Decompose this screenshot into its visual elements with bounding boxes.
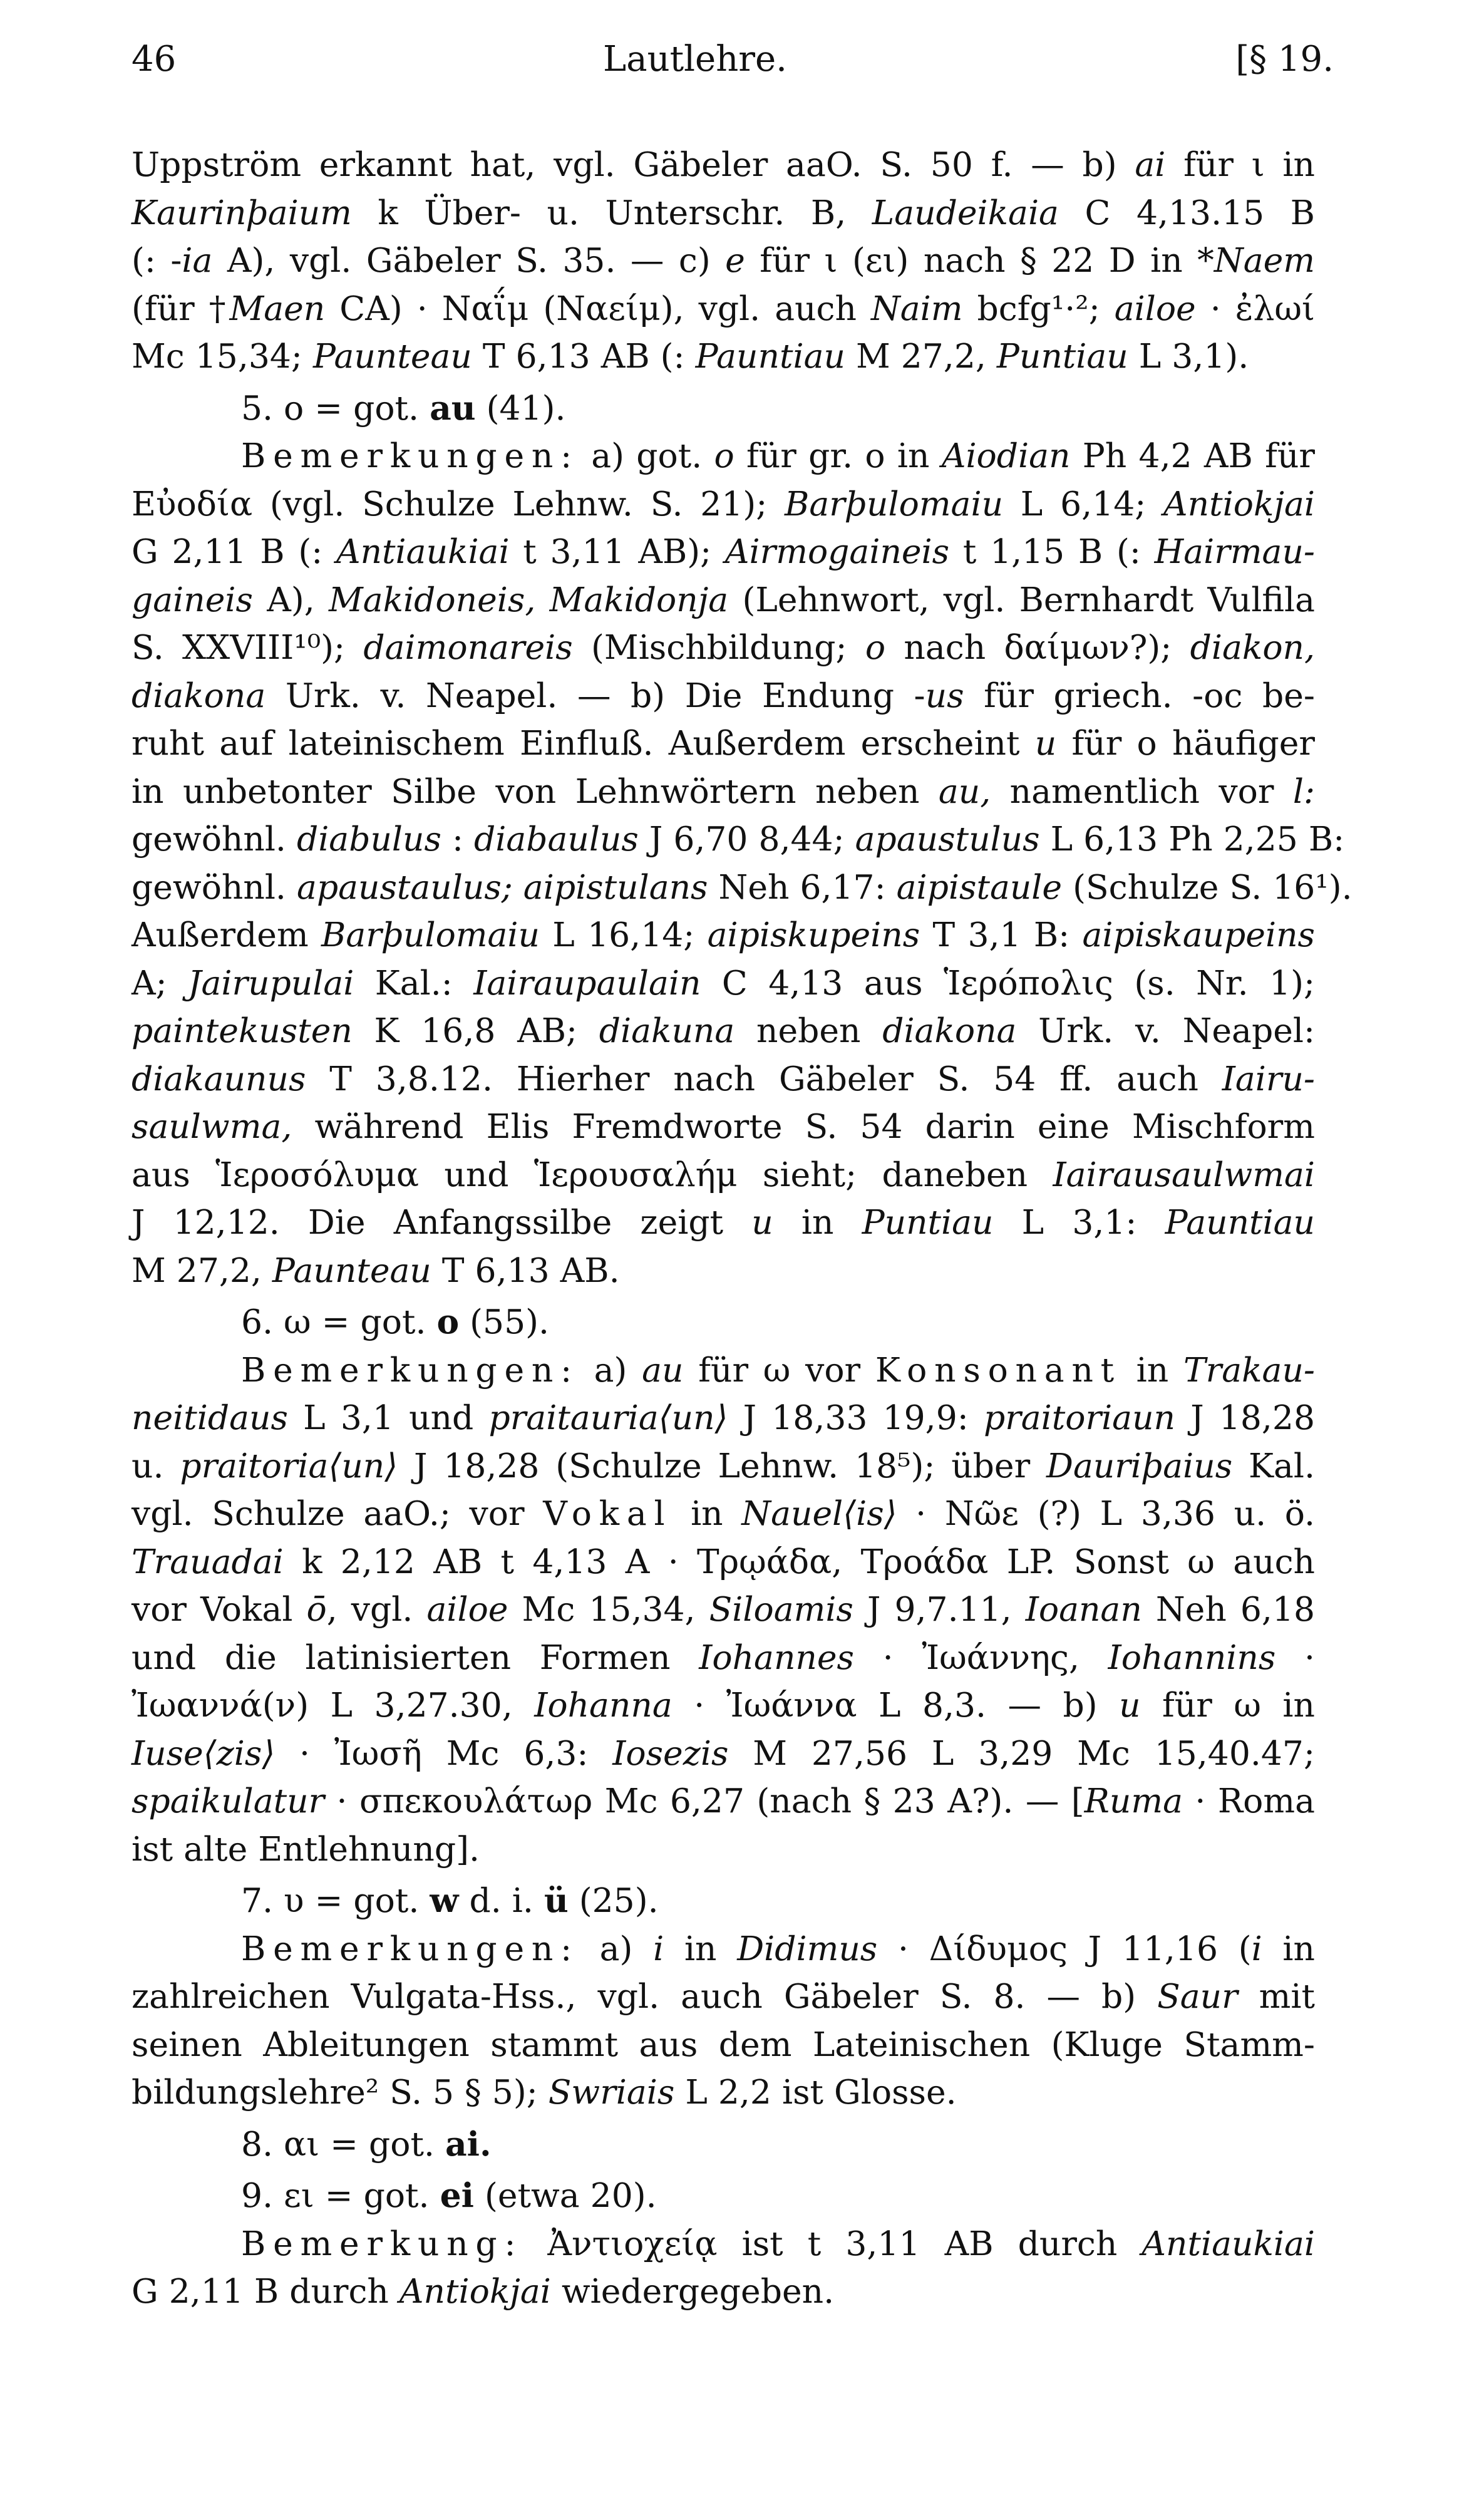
text-run: C 4,13.15 B — [1058, 192, 1315, 232]
text-run: J 12,12. Die Anfangssilbe zeigt — [131, 1202, 752, 1242]
text-run: für gr. ο in — [734, 436, 942, 475]
text-run: · Ἰωάννης, — [853, 1637, 1108, 1677]
text-run: während Elis Fremdworte S. 54 darin eine Mischform — [292, 1107, 1315, 1146]
italic-run: Barþulomaiu — [785, 483, 1004, 524]
text-run: Kal.: — [354, 963, 474, 1003]
text-run: L 3,1: — [993, 1202, 1165, 1242]
text-run: · ἐλωί — [1195, 288, 1315, 328]
text-run: J 9,7.11, — [853, 1589, 1026, 1629]
italic-run: i — [1251, 1928, 1262, 1968]
text-run: u. — [131, 1445, 180, 1485]
text-run: Uppström erkannt hat, vgl. Gäbeler aaO. S. 50 f. — b) — [131, 145, 1135, 184]
text-line — [131, 480, 1315, 529]
text-run: mit — [1237, 1976, 1315, 2016]
italic-run: aipiskaupeins — [1082, 915, 1315, 954]
text-run: · Ἰωάννα L 8,3. — b) — [672, 1685, 1120, 1725]
text-line — [131, 1730, 1315, 1778]
text-line — [131, 959, 1315, 1008]
text-run: aus Ἱεροσόλυμα und Ἱερουσαλήμ sieht; daneben — [131, 1154, 1053, 1194]
italic-run: au, — [938, 771, 991, 811]
text-line — [131, 1442, 1315, 1490]
text-run: a) — [579, 1350, 642, 1390]
text-run: T 3,1 B: — [920, 915, 1083, 954]
text-line — [131, 1973, 1315, 2021]
text-line — [131, 2220, 1315, 2268]
text-line — [131, 1199, 1315, 1247]
text-run: für ι in — [1165, 145, 1315, 184]
text-run: · σπεκουλάτωρ Mc 6,27 (nach § 23 A?). — [ — [324, 1781, 1085, 1821]
text-run: · Νῶε (?) L 3,36 u. ö. — [897, 1494, 1315, 1533]
text-run: in — [1262, 1928, 1315, 1968]
bold-run: ai. — [445, 2124, 492, 2164]
italic-run: Iuse⟨zis⟩ — [131, 1733, 276, 1773]
text-run: K 16,8 AB; — [352, 1011, 599, 1050]
italic-run: apaustulus — [855, 819, 1040, 859]
text-line — [131, 1103, 1315, 1151]
text-run: für ω vor — [683, 1350, 875, 1390]
text-line — [131, 911, 1315, 959]
text-line — [131, 1490, 1315, 1538]
italic-run: Saur — [1157, 1976, 1238, 2016]
text-run: (55). — [459, 1302, 550, 1341]
text-run: in — [672, 1494, 742, 1533]
bold-run: ü — [544, 1881, 569, 1920]
text-run: in unbetonter Silbe von Lehnwörtern neben — [131, 771, 939, 811]
text-run: k Über- u. Unterschr. B, — [351, 192, 872, 232]
text-run: S. XXVIII¹⁰); — [131, 628, 364, 667]
italic-run: diakaunus — [131, 1058, 306, 1098]
italic-run: Iohannes — [699, 1637, 854, 1677]
italic-run: Trakau- — [1183, 1350, 1315, 1390]
italic-run: Pauntiau — [695, 336, 845, 376]
text-run: · Δίδυμος J 11,16 ( — [877, 1928, 1252, 1968]
italic-run: Laudeikaia — [872, 192, 1059, 232]
italic-run: Hairmau- — [1154, 532, 1315, 571]
text-run: T 3,8.12. Hierher nach Gäbeler S. 54 ff. auch — [306, 1058, 1222, 1098]
italic-run: Dauriþaius — [1046, 1445, 1233, 1485]
text-line — [131, 1247, 1315, 1295]
text-run: · — [1275, 1637, 1315, 1677]
page-body-text — [131, 141, 1353, 2316]
italic-run: Ioanan — [1025, 1589, 1142, 1629]
text-run: A), — [252, 579, 329, 619]
text-run: gewöhnl. — [131, 867, 297, 907]
text-run: (etwa 20). — [473, 2176, 657, 2215]
italic-run: ai — [1135, 145, 1166, 184]
italic-run: Siloamis — [709, 1589, 853, 1629]
text-run: Urk. v. Neapel. — b) Die Endung - — [265, 675, 925, 715]
text-line — [131, 2172, 1315, 2220]
text-run: Ἀντιοχείᾳ ist t 3,11 AB durch — [523, 2223, 1142, 2263]
italic-run: gaineis — [131, 579, 253, 619]
italic-run: Naim — [870, 288, 963, 328]
text-run: t 3,11 AB); — [509, 532, 725, 571]
text-run: zahlreichen Vulgata-Hss., vgl. auch Gäbeler S. 8. — b) — [131, 1976, 1158, 2016]
italic-run: daimonareis — [363, 628, 573, 667]
italic-run: au — [642, 1350, 684, 1390]
text-run: J 6,70 8,44; — [638, 819, 855, 859]
text-line — [131, 1151, 1315, 1199]
italic-run: u — [1119, 1685, 1141, 1725]
text-run: CA) · Ναΐμ (Ναείμ), vgl. auch — [325, 288, 871, 328]
text-line — [131, 2268, 1315, 2316]
italic-run: Iohannins — [1108, 1637, 1276, 1677]
text-line — [131, 189, 1315, 237]
text-run: (Mischbildung; — [572, 628, 865, 667]
italic-run: neitidaus — [131, 1398, 288, 1437]
italic-run: Airmogaineis — [724, 532, 950, 571]
text-run: 9. ει = got. — [241, 2176, 440, 2215]
italic-run: Antiokjai — [1163, 483, 1315, 524]
text-run: (41). — [475, 388, 566, 428]
text-run: vgl. Schulze aaO.; vor — [131, 1494, 544, 1533]
italic-run: e — [725, 240, 745, 280]
italic-run: diabaulus — [473, 819, 639, 859]
italic-run: u — [1034, 723, 1057, 763]
italic-run: ō — [306, 1589, 327, 1629]
text-run: Ph 4,2 AB für — [1070, 436, 1315, 475]
italic-run: Barþulomaiu — [321, 915, 540, 954]
page-number: 46 — [131, 39, 177, 80]
text-line — [131, 1346, 1315, 1395]
italic-run: Iohanna — [534, 1685, 672, 1725]
italic-run: Trauadai — [131, 1541, 284, 1581]
text-line — [131, 1538, 1315, 1586]
italic-run: Pauntiau — [1165, 1202, 1315, 1242]
text-run: (: - — [131, 240, 182, 280]
text-run: (Schulze S. 16¹). — [1062, 867, 1353, 907]
text-run: L 16,14; — [540, 915, 708, 954]
text-line — [131, 720, 1315, 768]
text-run: G 2,11 B durch — [131, 2271, 399, 2311]
italic-run: Makidoneis, Makidonja — [328, 579, 729, 619]
text-run: und die latinisierten Formen — [131, 1637, 699, 1677]
text-line — [131, 2120, 1315, 2169]
text-run: L 6,14; — [1003, 483, 1164, 524]
text-run: , vgl. — [326, 1589, 427, 1629]
italic-run: Antiaukiai — [336, 532, 510, 571]
text-run: Außerdem — [131, 915, 321, 954]
italic-run: Paunteau — [312, 336, 472, 376]
italic-run: diakona — [131, 675, 266, 715]
text-run: Kal. — [1232, 1445, 1316, 1485]
text-run: für ι (ει) nach § 22 D in * — [745, 240, 1214, 280]
text-run: t 1,15 B (: — [949, 532, 1155, 571]
text-line — [131, 237, 1315, 285]
text-line — [131, 1877, 1315, 1925]
text-run: M 27,2, — [131, 1250, 272, 1290]
italic-run: Puntiau — [862, 1202, 994, 1242]
text-run: M 27,56 L 3,29 Mc 15,40.47; — [728, 1733, 1315, 1773]
italic-run: Naem — [1213, 240, 1315, 280]
text-run: bcfg¹·²; — [962, 288, 1115, 328]
italic-run: o — [865, 628, 886, 667]
text-run: nach δαίμων?); — [885, 628, 1190, 667]
text-line — [131, 528, 1315, 576]
text-run: L 3,1). — [1128, 336, 1249, 376]
spaced-heading: Konsonant — [875, 1350, 1121, 1390]
text-run: L 2,2 ist Glosse. — [674, 2072, 957, 2112]
text-run: J 18,28 (Schulze Lehnw. 18⁵); über — [398, 1445, 1047, 1485]
italic-run: Kaurinþaium — [131, 192, 352, 232]
text-run: in — [664, 1928, 738, 1968]
italic-run: Jairupulai — [188, 963, 354, 1003]
italic-run: paintekusten — [131, 1011, 353, 1050]
text-run: a) got. — [579, 436, 714, 475]
spaced-heading: Bemerkungen: — [241, 436, 579, 475]
text-run: ist alte Entlehnung]. — [131, 1829, 480, 1869]
spaced-heading: Vokal — [543, 1494, 672, 1533]
italic-run: Paunteau — [272, 1250, 431, 1290]
italic-run: u — [751, 1202, 773, 1242]
text-line — [131, 2069, 1315, 2117]
text-run: in — [773, 1202, 862, 1242]
italic-run: Swriais — [548, 2072, 675, 2112]
text-run: vor Vokal — [131, 1589, 307, 1629]
text-line — [131, 1007, 1315, 1055]
text-run: · Roma — [1183, 1781, 1315, 1821]
text-run: wiedergegeben. — [550, 2271, 835, 2311]
section-marker: [§ 19. — [1235, 39, 1334, 80]
text-run: für ο häufiger — [1056, 723, 1315, 763]
text-run: 8. αι = got. — [241, 2124, 445, 2164]
text-run: J 18,33 19,9: — [728, 1398, 984, 1437]
italic-run: aipistaule — [896, 867, 1063, 907]
text-run: Mc 15,34, — [508, 1589, 709, 1629]
text-run: in — [1121, 1350, 1183, 1390]
italic-run: praitoriaun — [983, 1398, 1175, 1437]
italic-run: Iairaupaulain — [473, 963, 701, 1003]
text-run: Urk. v. Neapel: — [1016, 1011, 1316, 1050]
italic-run: ailoe — [1114, 288, 1196, 328]
italic-run: Nauel⟨is⟩ — [741, 1494, 897, 1533]
text-line — [131, 815, 1345, 864]
running-header — [131, 39, 1334, 89]
text-line — [131, 432, 1315, 480]
text-line — [131, 385, 1315, 433]
text-line — [131, 672, 1315, 720]
spaced-heading: Bemerkung: — [241, 2223, 523, 2263]
text-run: (für † — [131, 288, 230, 328]
text-line — [131, 1055, 1315, 1103]
text-line — [131, 1777, 1315, 1826]
text-line — [131, 1925, 1315, 1973]
italic-run: i — [653, 1928, 664, 1968]
italic-run: diakon, — [1190, 628, 1315, 667]
text-line — [131, 1298, 1315, 1346]
text-line — [131, 576, 1315, 624]
text-run: (25). — [568, 1881, 659, 1920]
italic-run: Iosezis — [612, 1733, 729, 1773]
running-title: Lautlehre. — [603, 39, 787, 80]
text-line — [131, 141, 1315, 189]
italic-run: ailoe — [426, 1589, 508, 1629]
italic-run: apaustaulus; aipistulans — [296, 867, 708, 907]
text-run: Neh 6,17: — [708, 867, 897, 907]
text-run: G 2,11 B (: — [131, 532, 336, 571]
italic-run: Ruma — [1084, 1781, 1183, 1821]
text-run: M 27,2, — [845, 336, 997, 376]
text-line — [131, 1394, 1315, 1442]
bold-run: w — [430, 1881, 459, 1920]
text-line — [131, 864, 1353, 912]
text-run: für ω in — [1140, 1685, 1316, 1725]
text-line — [131, 1826, 1315, 1874]
text-run: gewöhnl. — [131, 819, 297, 859]
italic-run: Antiaukiai — [1141, 2223, 1315, 2263]
text-run: seinen Ableitungen stammt aus dem Lateinischen (Kluge Stamm- — [131, 2024, 1315, 2064]
italic-run: praitauria⟨un⟩ — [488, 1398, 728, 1437]
italic-run: saulwma, — [131, 1107, 292, 1146]
bold-run: au — [430, 388, 476, 428]
text-run: · Ἰωσῆ Mc 6,3: — [275, 1733, 613, 1773]
text-run: Mc 15,34; — [131, 336, 313, 376]
text-run: bildungslehre² S. 5 § 5); — [131, 2072, 549, 2112]
italic-run: aipiskupeins — [707, 915, 920, 954]
text-run: C 4,13 aus Ἱερόπολις (s. Nr. 1); — [701, 963, 1315, 1003]
text-line — [131, 285, 1315, 333]
text-run: für griech. -οc be- — [964, 675, 1315, 715]
text-run: T 6,13 AB. — [431, 1250, 620, 1290]
italic-run: praitoria⟨un⟩ — [180, 1445, 398, 1485]
italic-run: Puntiau — [996, 336, 1128, 376]
text-run: Neh 6,18 — [1141, 1589, 1315, 1629]
italic-run: Iairausaulwmai — [1053, 1154, 1315, 1194]
text-run: L 6,13 Ph 2,25 B: — [1039, 819, 1345, 859]
text-run: J 18,28 — [1175, 1398, 1316, 1437]
text-run: 5. ο = got. — [241, 388, 430, 428]
text-run: 6. ω = got. — [241, 1302, 437, 1341]
text-run: Εὐοδία (vgl. Schulze Lehnw. S. 21); — [131, 483, 785, 524]
text-line — [131, 624, 1315, 672]
spaced-heading: Bemerkungen: — [241, 1928, 579, 1968]
text-line — [131, 2021, 1315, 2069]
text-run: neben — [734, 1011, 883, 1050]
text-run: ruht auf lateinischem Einfluß. Außerdem erscheint — [131, 723, 1035, 763]
text-run: L 3,1 und — [287, 1398, 489, 1437]
italic-run: Antiokjai — [399, 2271, 551, 2311]
italic-run: ia — [182, 240, 213, 280]
text-run: : — [441, 819, 474, 859]
text-line — [131, 768, 1315, 816]
italic-run: us — [925, 675, 964, 715]
text-run: 7. υ = got. — [241, 1881, 430, 1920]
text-run: a) — [579, 1928, 654, 1968]
italic-run: Maen — [229, 288, 326, 328]
italic-run: Didimus — [737, 1928, 878, 1968]
text-run: T 6,13 AB (: — [471, 336, 696, 376]
text-run: A), vgl. Gäbeler S. 35. — c) — [212, 240, 726, 280]
italic-run: Iairu- — [1222, 1058, 1315, 1098]
text-line — [131, 1681, 1315, 1730]
bold-run: o — [436, 1302, 460, 1341]
text-run: namentlich vor — [991, 771, 1293, 811]
italic-run: o — [714, 436, 734, 475]
text-run: A; — [131, 963, 188, 1003]
italic-run: diakona — [882, 1011, 1017, 1050]
text-run: d. i. — [458, 1881, 544, 1920]
italic-run: spaikulatur — [131, 1781, 325, 1821]
italic-run: diabulus — [296, 819, 441, 859]
text-line — [131, 1634, 1315, 1682]
italic-run: l: — [1292, 771, 1315, 811]
text-line — [131, 333, 1315, 381]
text-run: Ἰωαννά(ν) L 3,27.30, — [131, 1685, 535, 1725]
italic-run: Aiodian — [941, 436, 1071, 475]
spaced-heading: Bemerkungen: — [241, 1350, 579, 1390]
text-run: k 2,12 AB t 4,13 A · Τρῳάδα, Τροάδα LP. Sonst ω auch — [283, 1541, 1315, 1581]
bold-run: ei — [440, 2176, 474, 2215]
text-run: (Lehnwort, vgl. Bernhardt Vulfila — [728, 579, 1316, 619]
italic-run: diakuna — [599, 1011, 735, 1050]
text-line — [131, 1586, 1315, 1634]
